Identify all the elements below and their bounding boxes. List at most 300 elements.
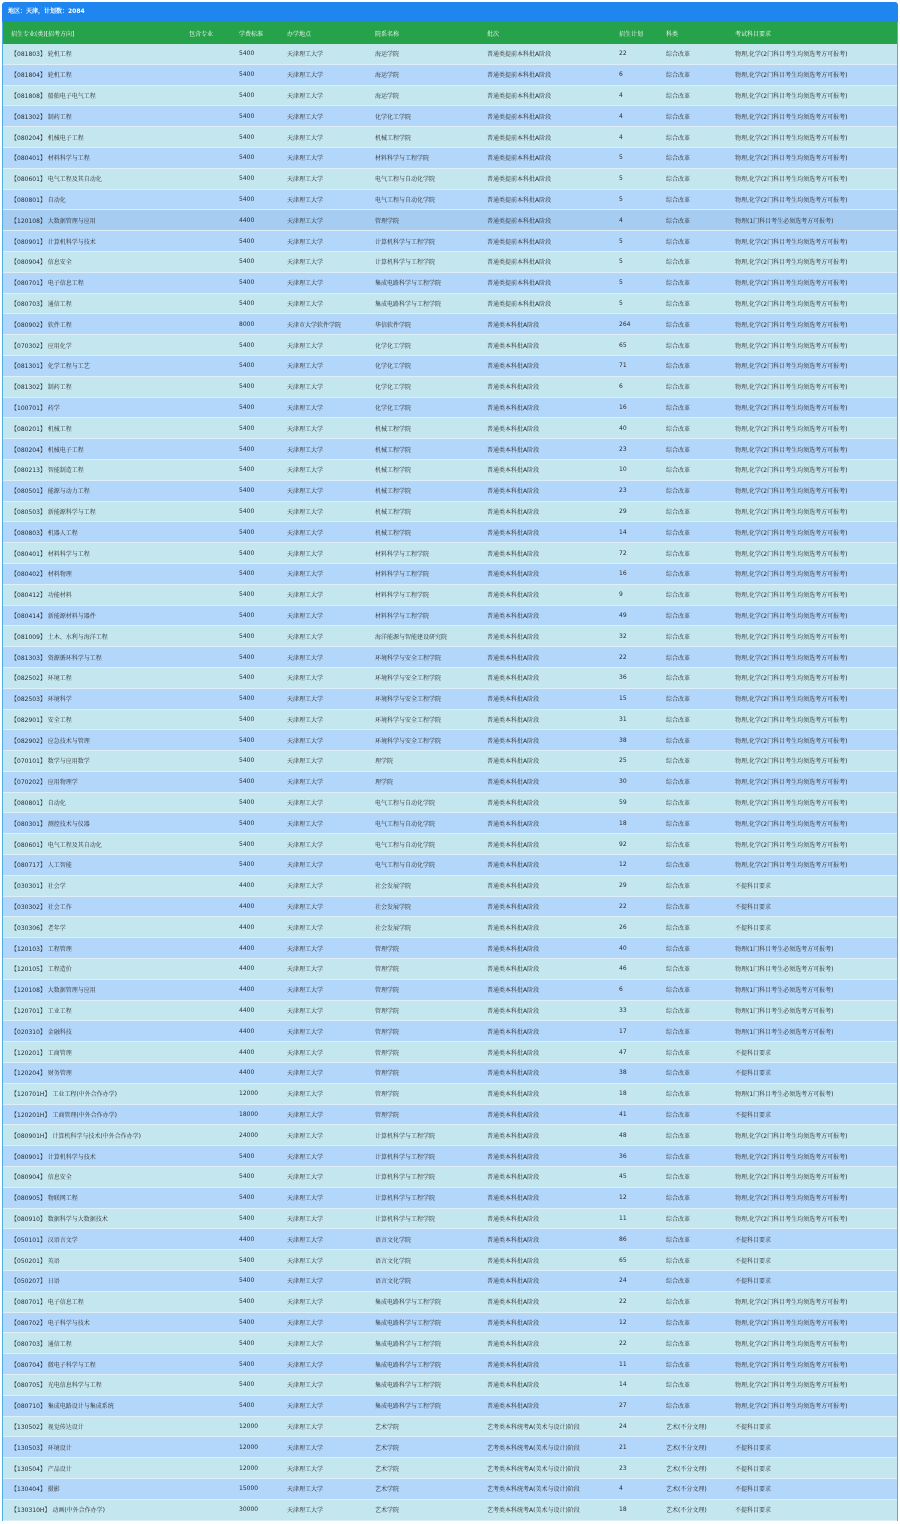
cell-major: 【080801】 自动化 [11, 800, 66, 808]
cell-location: 天津理工大学 [287, 280, 324, 288]
cell-major: 【100701】 药学 [11, 404, 60, 412]
cell-major: 【120108】 大数据管理与应用 [11, 987, 96, 995]
cell-tuition: 5400 [239, 653, 255, 661]
cell-college: 管理学院 [375, 987, 400, 995]
cell-college: 艺术学院 [375, 1486, 400, 1494]
cell-batch: 艺考类本科统考A(美术与设计)阶段 [487, 1507, 580, 1515]
cell-location: 天津理工大学 [287, 259, 324, 267]
cell-category: 综合改革 [666, 51, 691, 59]
cell-batch: 普通类本科批A阶段 [487, 571, 540, 579]
cell-tuition: 5400 [239, 528, 255, 536]
cell-tuition: 5400 [239, 1360, 255, 1368]
cell-location: 天津理工大学 [287, 1091, 324, 1099]
table-row[interactable] [3, 1042, 897, 1063]
cell-batch: 艺考类本科统考A(美术与设计)阶段 [487, 1465, 580, 1473]
cell-tuition: 4400 [239, 882, 255, 890]
cell-plan-count: 33 [619, 1007, 627, 1015]
cell-tuition: 5400 [239, 1256, 255, 1264]
cell-plan-count: 47 [619, 1048, 627, 1056]
cell-college: 管理学院 [375, 217, 400, 225]
table-row[interactable] [3, 1146, 897, 1167]
cell-plan-count: 9 [619, 591, 623, 599]
table-row[interactable] [3, 1229, 897, 1250]
cell-tuition: 5400 [239, 445, 255, 453]
table-row[interactable] [3, 1437, 897, 1458]
table-row[interactable] [3, 1417, 897, 1438]
table-row[interactable] [3, 606, 897, 627]
table-row[interactable] [3, 730, 897, 751]
cell-category: 综合改革 [666, 820, 691, 828]
cell-major: 【080905】 物联网工程 [11, 1195, 78, 1203]
cell-location: 天津理工大学 [287, 155, 324, 163]
cell-location: 天津理工大学 [287, 176, 324, 184]
header-location[interactable]: 办学地点 [287, 30, 312, 38]
cell-tuition: 5400 [239, 1215, 255, 1223]
table-row[interactable] [3, 1500, 897, 1521]
cell-subject-requirement: 不提科目要求 [735, 1507, 772, 1515]
cell-plan-count: 72 [619, 549, 627, 557]
cell-batch: 普通类本科批A阶段 [487, 1008, 540, 1016]
cell-batch: 普通类本科批A阶段 [487, 862, 540, 870]
table-row[interactable] [3, 855, 897, 876]
cell-category: 综合改革 [666, 862, 691, 870]
cell-major: 【080901H】 计算机科学与技术(中外合作办学) [11, 1132, 142, 1140]
table-row[interactable] [3, 876, 897, 897]
cell-college: 化学化工学院 [375, 404, 412, 412]
cell-batch: 普通类本科批A阶段 [487, 1278, 540, 1286]
cell-location: 天津理工大学 [287, 1465, 324, 1473]
table-row[interactable] [3, 314, 897, 335]
cell-batch: 普通类本科批A阶段 [487, 592, 540, 600]
cell-major: 【080902】 软件工程 [11, 321, 72, 329]
cell-subject-requirement: 物理,化学(2门科目考生均须选考方可报考) [735, 155, 848, 163]
table-row[interactable] [3, 1313, 897, 1334]
header-tuition[interactable]: 学费标准 [239, 30, 264, 38]
cell-subject-requirement: 物理,化学(2门科目考生均须选考方可报考) [735, 675, 848, 683]
cell-plan-count: 11 [619, 1360, 627, 1368]
cell-college: 语言文化学院 [375, 1257, 412, 1265]
table-row[interactable] [3, 772, 897, 793]
cell-category: 综合改革 [666, 1008, 691, 1016]
cell-plan-count: 40 [619, 944, 627, 952]
cell-tuition: 5400 [239, 154, 255, 162]
cell-major: 【080201】 机械工程 [11, 425, 72, 433]
cell-location: 天津理工大学 [287, 363, 324, 371]
table-row[interactable] [3, 689, 897, 710]
cell-plan-count: 27 [619, 1402, 627, 1410]
cell-category: 综合改革 [666, 550, 691, 558]
cell-tuition: 5400 [239, 466, 255, 474]
cell-location: 天津理工大学 [287, 862, 324, 870]
cell-major: 【080601】 电气工程及其自动化 [11, 841, 102, 849]
cell-major: 【120201】 工商管理 [11, 1049, 72, 1057]
cell-subject-requirement: 物理,化学(2门科目考生均须选考方可报考) [735, 550, 848, 558]
table-row[interactable] [3, 127, 897, 148]
cell-category: 综合改革 [666, 779, 691, 787]
table-row[interactable] [3, 751, 897, 772]
table-row[interactable] [3, 1084, 897, 1105]
table-header-row [3, 22, 897, 44]
cell-subject-requirement: 物理,化学(2门科目考生均须选考方可报考) [735, 508, 848, 516]
table-row[interactable] [3, 356, 897, 377]
cell-plan-count: 48 [619, 1131, 627, 1139]
cell-college: 材料科学与工程学院 [375, 592, 430, 600]
cell-location: 天津理工大学 [287, 1008, 324, 1016]
cell-college: 语言文化学院 [375, 1236, 412, 1244]
cell-college: 艺术学院 [375, 1444, 400, 1452]
cell-category: 综合改革 [666, 529, 691, 537]
cell-major: 【080401】 材料科学与工程 [11, 155, 90, 163]
cell-subject-requirement: 物理,化学(2门科目考生均须选考方可报考) [735, 571, 848, 579]
header-college[interactable]: 院系名称 [375, 30, 400, 38]
table-row[interactable] [3, 668, 897, 689]
cell-subject-requirement: 物理,化学(2门科目考生均须选考方可报考) [735, 841, 848, 849]
cell-subject-requirement: 物理,化学(2门科目考生均须选考方可报考) [735, 488, 848, 496]
cell-batch: 普通类本科批A阶段 [487, 1174, 540, 1182]
cell-tuition: 12000 [239, 1090, 259, 1098]
cell-college: 计算机科学与工程学院 [375, 259, 436, 267]
cell-tuition: 5400 [239, 299, 255, 307]
cell-category: 综合改革 [666, 321, 691, 329]
cell-category: 综合改革 [666, 987, 691, 995]
table-row[interactable] [3, 44, 897, 65]
cell-plan-count: 21 [619, 1443, 627, 1451]
cell-batch: 普通类提前本科批A阶段 [487, 217, 552, 225]
table-row[interactable] [3, 1479, 897, 1500]
cell-subject-requirement: 物理,化学(2门科目考生均须选考方可报考) [735, 1382, 848, 1390]
table-row[interactable] [3, 1167, 897, 1188]
cell-category: 综合改革 [666, 883, 691, 891]
cell-major: 【120204】 财务管理 [11, 1070, 72, 1078]
cell-college: 集成电路科学与工程学院 [375, 1340, 442, 1348]
cell-plan-count: 10 [619, 466, 627, 474]
cell-batch: 普通类本科批A阶段 [487, 800, 540, 808]
cell-tuition: 5400 [239, 611, 255, 619]
cell-subject-requirement: 物理,化学(2门科目考生均须选考方可报考) [735, 716, 848, 724]
table-row[interactable] [3, 1271, 897, 1292]
cell-subject-requirement: 不提科目要求 [735, 1049, 772, 1057]
table-row[interactable] [3, 231, 897, 252]
cell-college: 计算机科学与工程学院 [375, 1195, 436, 1203]
cell-major: 【080910】 数据科学与大数据技术 [11, 1216, 108, 1224]
cell-plan-count: 45 [619, 1173, 627, 1181]
cell-category: 综合改革 [666, 113, 691, 121]
cell-category: 综合改革 [666, 217, 691, 225]
cell-location: 天津理工大学 [287, 72, 324, 80]
cell-location: 天津理工大学 [287, 1361, 324, 1369]
header-included-majors[interactable]: 包含专业 [189, 30, 214, 38]
table-row[interactable] [3, 460, 897, 481]
cell-category: 综合改革 [666, 654, 691, 662]
cell-category: 综合改革 [666, 800, 691, 808]
cell-college: 材料科学与工程学院 [375, 550, 430, 558]
cell-batch: 普通类本科批A阶段 [487, 945, 540, 953]
cell-tuition: 5400 [239, 424, 255, 432]
cell-subject-requirement: 物理,化学(2门科目考生均须选考方可报考) [735, 113, 848, 121]
table-row[interactable] [3, 1396, 897, 1417]
header-batch[interactable]: 批次 [487, 30, 500, 38]
table-row[interactable] [3, 980, 897, 1001]
cell-batch: 普通类提前本科批A阶段 [487, 72, 552, 80]
cell-tuition: 4400 [239, 923, 255, 931]
table-row[interactable] [3, 626, 897, 647]
cell-college: 电气工程与自动化学院 [375, 196, 436, 204]
cell-batch: 普通类本科批A阶段 [487, 1216, 540, 1224]
cell-tuition: 5400 [239, 840, 255, 848]
cell-batch: 普通类提前本科批A阶段 [487, 51, 552, 59]
cell-tuition: 5400 [239, 632, 255, 640]
cell-subject-requirement: 物理,化学(2门科目考生均须选考方可报考) [735, 820, 848, 828]
cell-college: 集成电路科学与工程学院 [375, 1382, 442, 1390]
table-row[interactable] [3, 710, 897, 731]
cell-tuition: 5400 [239, 778, 255, 786]
cell-tuition: 5400 [239, 1319, 255, 1326]
cell-category: 综合改革 [666, 924, 691, 932]
cell-subject-requirement: 物理,化学(2门科目考生均须选考方可报考) [735, 1132, 848, 1140]
cell-batch: 普通类本科批A阶段 [487, 1403, 540, 1411]
header-plan-count[interactable]: 招生计划 [619, 30, 644, 38]
table-row[interactable] [3, 1209, 897, 1230]
cell-category: 综合改革 [666, 1278, 691, 1286]
cell-tuition: 5400 [239, 819, 255, 827]
cell-batch: 普通类本科批A阶段 [487, 488, 540, 496]
cell-major: 【081803】 轮机工程 [11, 51, 72, 59]
cell-tuition: 8000 [239, 320, 255, 328]
cell-major: 【080701】 电子信息工程 [11, 1299, 84, 1307]
cell-major: 【080717】 人工智能 [11, 862, 72, 870]
cell-batch: 普通类本科批A阶段 [487, 1320, 540, 1327]
cell-plan-count: 5 [619, 195, 623, 203]
cell-college: 机械工程学院 [375, 425, 412, 433]
table-row[interactable] [3, 1063, 897, 1084]
table-row[interactable] [3, 1250, 897, 1271]
cell-college: 海运学院 [375, 51, 400, 59]
cell-location: 天津理工大学 [287, 883, 324, 891]
cell-major: 【081302】 制药工程 [11, 113, 72, 121]
cell-batch: 普通类本科批A阶段 [487, 1091, 540, 1099]
cell-major: 【130404】 摄影 [11, 1486, 60, 1494]
cell-major: 【130310H】 动画(中外合作办学) [11, 1507, 106, 1515]
cell-location: 天津理工大学 [287, 633, 324, 641]
table-row[interactable] [3, 1292, 897, 1313]
table-row[interactable] [3, 522, 897, 543]
cell-subject-requirement: 不提科目要求 [735, 924, 772, 932]
cell-subject-requirement: 不提科目要求 [735, 1236, 772, 1244]
header-major[interactable]: 招生专业(类)[招考方向] [11, 30, 75, 38]
table-row[interactable] [3, 1125, 897, 1146]
cell-college: 环境科学与安全工程学院 [375, 675, 442, 683]
cell-college: 环境科学与安全工程学院 [375, 737, 442, 745]
cell-batch: 普通类提前本科批A阶段 [487, 259, 552, 267]
table-row[interactable] [3, 813, 897, 834]
cell-college: 机械工程学院 [375, 529, 412, 537]
cell-location: 天津理工大学 [287, 592, 324, 600]
cell-location: 天津理工大学 [287, 841, 324, 849]
cell-tuition: 5400 [239, 549, 255, 557]
cell-category: 综合改革 [666, 176, 691, 184]
cell-tuition: 4400 [239, 216, 255, 224]
cell-batch: 普通类提前本科批A阶段 [487, 238, 552, 246]
cell-college: 管理学院 [375, 1008, 400, 1016]
table-row[interactable] [3, 65, 897, 86]
cell-category: 综合改革 [666, 758, 691, 766]
cell-plan-count: 36 [619, 1152, 627, 1160]
table-body [3, 44, 897, 1521]
cell-subject-requirement: 物理,化学(2门科目考生均须选考方可报考) [735, 529, 848, 537]
table-row[interactable] [3, 585, 897, 606]
cell-subject-requirement: 不提科目要求 [735, 1070, 772, 1078]
cell-batch: 普通类本科批A阶段 [487, 716, 540, 724]
table-row[interactable] [3, 834, 897, 855]
table-row[interactable] [3, 418, 897, 439]
table-row[interactable] [3, 1001, 897, 1022]
cell-college: 环境科学与安全工程学院 [375, 654, 442, 662]
cell-college: 计算机科学与工程学院 [375, 1216, 436, 1224]
cell-category: 综合改革 [666, 1132, 691, 1140]
table-row[interactable] [3, 1021, 897, 1042]
table-row[interactable] [3, 938, 897, 959]
table-row[interactable] [3, 294, 897, 315]
table-row[interactable] [3, 917, 897, 938]
table-row[interactable] [3, 210, 897, 231]
cell-batch: 普通类本科批A阶段 [487, 446, 540, 454]
cell-batch: 普通类提前本科批A阶段 [487, 196, 552, 204]
table-row[interactable] [3, 543, 897, 564]
cell-tuition: 4400 [239, 1048, 255, 1056]
cell-tuition: 5400 [239, 487, 255, 495]
table-row[interactable] [3, 793, 897, 814]
table-row[interactable] [3, 148, 897, 169]
cell-plan-count: 15 [619, 695, 627, 703]
cell-subject-requirement: 物理,化学(2门科目考生均须选考方可报考) [735, 737, 848, 745]
cell-subject-requirement: 物理,化学(2门科目考生均须选考方可报考) [735, 1340, 848, 1348]
cell-location: 天津理工大学 [287, 654, 324, 662]
table-row[interactable] [3, 439, 897, 460]
table-row[interactable] [3, 1354, 897, 1375]
cell-plan-count: 41 [619, 1111, 627, 1119]
cell-college: 社会发展学院 [375, 924, 412, 932]
cell-tuition: 5400 [239, 341, 255, 349]
cell-major: 【080904】 信息安全 [11, 259, 72, 267]
table-row[interactable] [3, 1105, 897, 1126]
cell-tuition: 5400 [239, 507, 255, 515]
table-row[interactable] [3, 377, 897, 398]
cell-college: 艺术学院 [375, 1507, 400, 1515]
cell-plan-count: 264 [619, 320, 631, 328]
cell-major: 【082902】 应急技术与管理 [11, 737, 90, 745]
table-row[interactable] [3, 647, 897, 668]
cell-college: 化学化工学院 [375, 342, 412, 350]
cell-plan-count: 23 [619, 445, 627, 453]
cell-tuition: 12000 [239, 1464, 259, 1472]
cell-location: 天津理工大学 [287, 1049, 324, 1057]
cell-subject-requirement: 物理,化学(2门科目考生均须选考方可报考) [735, 1174, 848, 1182]
cell-location: 天津理工大学 [287, 675, 324, 683]
table-row[interactable] [3, 273, 897, 294]
cell-plan-count: 6 [619, 986, 623, 994]
cell-location: 天津理工大学 [287, 529, 324, 537]
table-row[interactable] [3, 86, 897, 107]
cell-plan-count: 31 [619, 715, 627, 723]
cell-college: 材料科学与工程学院 [375, 612, 430, 620]
table-row[interactable] [3, 1333, 897, 1354]
cell-batch: 普通类本科批A阶段 [487, 1361, 540, 1369]
cell-subject-requirement: 物理,化学(2门科目考生均须选考方可报考) [735, 321, 848, 329]
cell-major: 【120701】 工业工程 [11, 1008, 72, 1016]
cell-college: 电气工程与自动化学院 [375, 820, 436, 828]
cell-college: 电气工程与自动化学院 [375, 841, 436, 849]
cell-plan-count: 38 [619, 1069, 627, 1077]
cell-college: 化学化工学院 [375, 384, 412, 392]
cell-tuition: 5400 [239, 757, 255, 765]
cell-tuition: 5400 [239, 591, 255, 599]
cell-location: 天津理工大学 [287, 467, 324, 475]
cell-subject-requirement: 物理(1门科目考生必须选考方可报考) [735, 1008, 834, 1016]
cell-subject-requirement: 物理(1门科目考生必须选考方可报考) [735, 217, 834, 225]
cell-major: 【081302】 制药工程 [11, 384, 72, 392]
cell-location: 天津理工大学 [287, 1174, 324, 1182]
table-row[interactable] [3, 481, 897, 502]
cell-college: 管理学院 [375, 1112, 400, 1120]
cell-major: 【081808】 船舶电子电气工程 [11, 92, 96, 100]
cell-tuition: 12000 [239, 1443, 259, 1451]
header-subject-requirement[interactable]: 考试科目要求 [735, 30, 772, 38]
table-row[interactable] [3, 564, 897, 585]
table-row[interactable] [3, 106, 897, 127]
cell-category: 综合改革 [666, 238, 691, 246]
table-row[interactable] [3, 190, 897, 211]
cell-batch: 普通类本科批A阶段 [487, 612, 540, 620]
cell-college: 机械工程学院 [375, 134, 412, 142]
table-row[interactable] [3, 959, 897, 980]
cell-batch: 普通类提前本科批A阶段 [487, 155, 552, 163]
cell-subject-requirement: 物理,化学(2门科目考生均须选考方可报考) [735, 1403, 848, 1411]
cell-subject-requirement: 物理,化学(2门科目考生均须选考方可报考) [735, 612, 848, 620]
cell-batch: 普通类本科批A阶段 [487, 924, 540, 932]
table-row[interactable] [3, 897, 897, 918]
cell-college: 化学化工学院 [375, 363, 412, 371]
header-category[interactable]: 科类 [666, 30, 679, 38]
cell-college: 集成电路科学与工程学院 [375, 1403, 442, 1411]
cell-tuition: 5400 [239, 195, 255, 203]
cell-major: 【080904】 信息安全 [11, 1174, 72, 1182]
table-row[interactable] [3, 169, 897, 190]
cell-college: 管理学院 [375, 1049, 400, 1057]
cell-location: 天津理工大学 [287, 196, 324, 204]
cell-category: 综合改革 [666, 1112, 691, 1120]
table-row[interactable] [3, 1458, 897, 1479]
table-row[interactable] [3, 335, 897, 356]
cell-tuition: 5400 [239, 861, 255, 869]
cell-tuition: 5400 [239, 570, 255, 578]
cell-college: 集成电路科学与工程学院 [375, 280, 442, 288]
cell-category: 综合改革 [666, 488, 691, 496]
cell-plan-count: 59 [619, 799, 627, 807]
cell-subject-requirement: 物理,化学(2门科目考生均须选考方可报考) [735, 176, 848, 184]
table-row[interactable] [3, 502, 897, 523]
cell-category: 综合改革 [666, 571, 691, 579]
table-row[interactable] [3, 252, 897, 273]
table-row[interactable] [3, 1188, 897, 1209]
cell-tuition: 4400 [239, 1007, 255, 1015]
cell-college: 计算机科学与工程学院 [375, 238, 436, 246]
cell-subject-requirement: 不提科目要求 [735, 1257, 772, 1265]
table-row[interactable] [3, 398, 897, 419]
cell-batch: 普通类本科批A阶段 [487, 404, 540, 412]
cell-category: 综合改革 [666, 1403, 691, 1411]
cell-batch: 普通类提前本科批A阶段 [487, 176, 552, 184]
table-row[interactable] [3, 1375, 897, 1396]
